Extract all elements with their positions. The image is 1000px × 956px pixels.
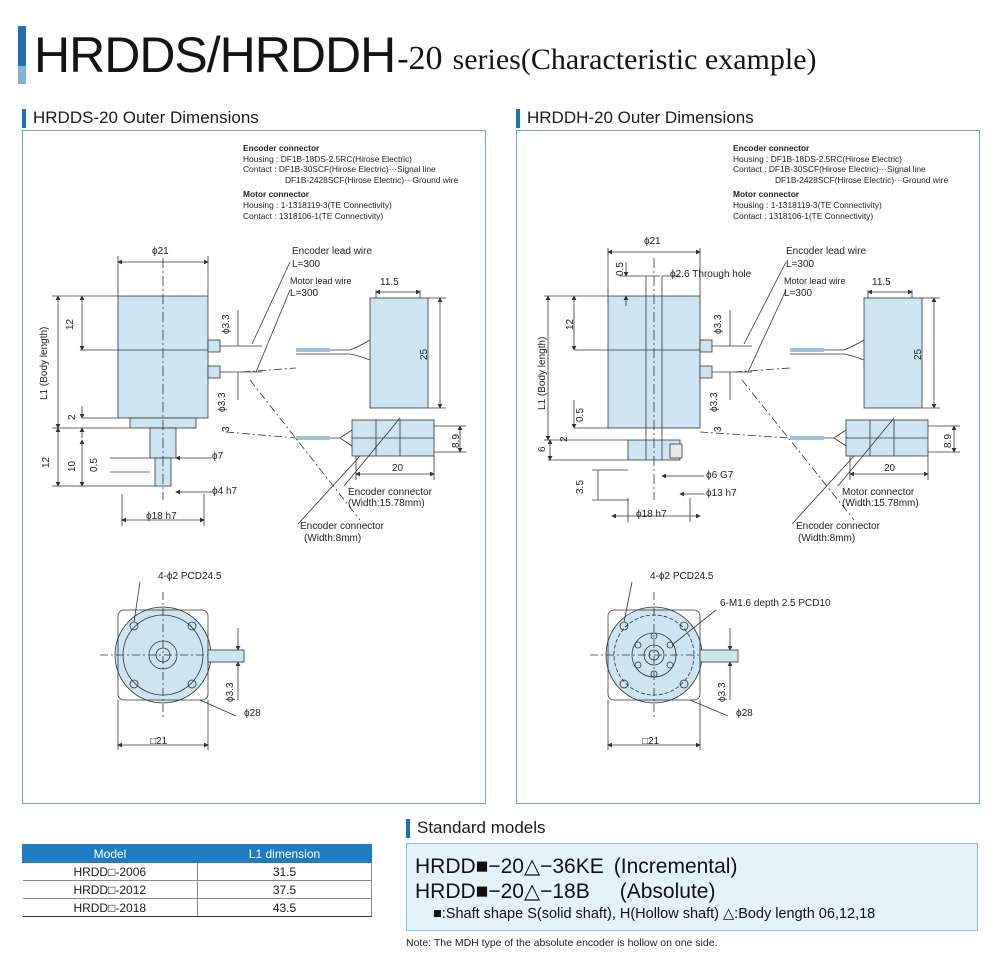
spec-line: Contact : DF1B-30SCF(Hirose Electric)···Signal line bbox=[243, 164, 436, 175]
model-type: (Absolute) bbox=[619, 880, 716, 903]
dim-8-9: 8.9 bbox=[943, 434, 954, 448]
model-code: HRDD■−20△−18B bbox=[415, 880, 590, 903]
label-lead-length: L=300 bbox=[784, 288, 813, 299]
section-marker bbox=[406, 819, 410, 838]
spec-line: Contact : DF1B-30SCF(Hirose Electric)···Signal line bbox=[733, 164, 926, 175]
dim-phi28: ϕ28 bbox=[244, 708, 261, 719]
spec-line: Housing : DF1B-18DS-2.5RC(Hirose Electric) bbox=[733, 153, 902, 164]
dim-phi18-h7: ϕ18 h7 bbox=[146, 511, 177, 522]
right-connector-view bbox=[700, 290, 960, 524]
dim-phi3-3: ϕ3.3 bbox=[713, 314, 724, 334]
left-front-view bbox=[100, 582, 244, 750]
dim-12: 12 bbox=[565, 318, 576, 330]
dim-10: 10 bbox=[67, 460, 78, 472]
spec-line: Housing : 1-1318119-3(TE Connectivity) bbox=[243, 199, 392, 210]
table-row bbox=[23, 863, 372, 881]
label-encoder-lead-wire: Encoder lead wire bbox=[786, 246, 867, 257]
table-row bbox=[23, 881, 372, 899]
dim-11-5: 11.5 bbox=[380, 277, 399, 288]
label-encoder-connector: Encoder connector bbox=[348, 487, 432, 498]
standard-models-title bbox=[406, 818, 546, 838]
dim-25: 25 bbox=[913, 348, 924, 360]
dim-pcd: 4-ϕ2 PCD24.5 bbox=[158, 571, 222, 582]
dim-phi13-h7: ϕ13 h7 bbox=[706, 488, 737, 499]
dim-phi3-3: ϕ3.3 bbox=[717, 682, 728, 702]
title-series: series(Characteristic example) bbox=[452, 43, 817, 76]
model-code: HRDD■−20△−36KE bbox=[415, 855, 604, 878]
label-lead-length: L=300 bbox=[786, 259, 815, 270]
footnote: Note: The MDH type of the absolute encoder is hollow on one side. bbox=[406, 937, 718, 949]
model-type: (Incremental) bbox=[613, 855, 738, 878]
dim-phi21: ϕ21 bbox=[644, 236, 661, 247]
dim-11-5: 11.5 bbox=[872, 277, 891, 288]
dim-0-5: 0.5 bbox=[615, 262, 626, 276]
model-code-absolute bbox=[415, 879, 715, 904]
dim-25: 25 bbox=[419, 348, 430, 360]
spec-line: DF1B-2428SCF(Hirose Electric)···Ground wire bbox=[775, 174, 949, 185]
spec-heading: Encoder connector bbox=[243, 143, 320, 153]
cell-l1: 37.5 bbox=[198, 881, 372, 899]
spec-line: Contact : 1318106-1(TE Connectivity) bbox=[733, 210, 874, 221]
label-body-length: L1 (Body length) bbox=[537, 336, 548, 410]
dim-3: 3 bbox=[713, 426, 724, 432]
dim-3: 3 bbox=[221, 426, 232, 432]
cell-model: HRDD□-2012 bbox=[23, 881, 198, 899]
cell-model: HRDD□-2006 bbox=[23, 863, 198, 881]
standard-models-title-text: Standard models bbox=[417, 818, 546, 837]
cell-model: HRDD□-2018 bbox=[23, 899, 198, 917]
left-section-title-text: HRDDS-20 Outer Dimensions bbox=[33, 108, 259, 127]
dim-3-5: 3.5 bbox=[575, 480, 586, 494]
cell-l1: 31.5 bbox=[198, 863, 372, 881]
label-connector-width: (Width:15.78mm) bbox=[348, 498, 425, 509]
label-motor-lead-wire: Motor lead wire bbox=[290, 276, 352, 286]
dim-2: 2 bbox=[67, 414, 78, 420]
dim-phi4-h7: ϕ4 h7 bbox=[212, 486, 238, 497]
dim-6: 6 bbox=[537, 446, 548, 452]
dim-phi21: ϕ21 bbox=[152, 246, 169, 257]
label-lead-length: L=300 bbox=[290, 288, 319, 299]
dim-pcd: 4-ϕ2 PCD24.5 bbox=[650, 571, 714, 582]
dim-12-shaft: 12 bbox=[41, 456, 52, 468]
title-suffix: -20 bbox=[397, 40, 443, 77]
spec-line: Housing : DF1B-18DS-2.5RC(Hirose Electric) bbox=[243, 153, 412, 164]
label-through-hole: ϕ2.6 Through hole bbox=[670, 269, 752, 280]
dim-square-21: □21 bbox=[642, 736, 660, 747]
dim-0-5: 0.5 bbox=[89, 458, 100, 472]
label-body-length: L1 (Body length) bbox=[39, 326, 50, 400]
spec-heading: Encoder connector bbox=[733, 143, 810, 153]
dim-tapped-holes: 6-M1.6 depth 2.5 PCD10 bbox=[720, 598, 831, 609]
dim-phi3-3: ϕ3.3 bbox=[709, 392, 720, 412]
dim-20: 20 bbox=[392, 463, 404, 474]
label-encoder-connector: Encoder connector bbox=[300, 521, 384, 532]
model-legend: ■:Shaft shape S(solid shaft), H(Hollow shaft) △:Body length 06,12,18 bbox=[433, 906, 876, 922]
dim-phi28: ϕ28 bbox=[736, 708, 753, 719]
label-motor-connector: Motor connector bbox=[842, 487, 915, 498]
dim-0-5: 0.5 bbox=[575, 408, 586, 422]
column-header: Model bbox=[23, 845, 198, 863]
table-header-row bbox=[23, 845, 372, 863]
dim-8-9: 8.9 bbox=[451, 434, 462, 448]
table-row bbox=[23, 899, 372, 917]
model-code-incremental bbox=[415, 854, 737, 879]
dim-phi6-g7: ϕ6 G7 bbox=[706, 470, 734, 481]
spec-heading: Motor connector bbox=[733, 189, 800, 200]
label-connector-width: (Width:15.78mm) bbox=[842, 498, 919, 509]
spec-heading: Motor connector bbox=[243, 189, 310, 200]
right-front-view bbox=[590, 582, 738, 750]
cell-l1: 43.5 bbox=[198, 899, 372, 917]
label-connector-width: (Width:8mm) bbox=[798, 533, 856, 544]
spec-line: Housing : 1-1318119-3(TE Connectivity) bbox=[733, 199, 882, 210]
left-side-view bbox=[52, 256, 290, 526]
spec-line: Contact : 1318106-1(TE Connectivity) bbox=[243, 210, 384, 221]
dim-2: 2 bbox=[559, 436, 570, 442]
dim-phi3-3: ϕ3.3 bbox=[221, 314, 232, 334]
models-table bbox=[22, 844, 372, 917]
dim-phi18-h7: ϕ18 h7 bbox=[636, 509, 667, 520]
spec-line: DF1B-2428SCF(Hirose Electric)···Ground wire bbox=[285, 174, 459, 185]
label-lead-length: L=300 bbox=[292, 259, 321, 270]
right-section-title-text: HRDDH-20 Outer Dimensions bbox=[527, 108, 754, 127]
label-encoder-connector: Encoder connector bbox=[796, 521, 880, 532]
dim-phi7: ϕ7 bbox=[212, 451, 224, 462]
dim-12: 12 bbox=[65, 318, 76, 330]
standard-models-box bbox=[406, 843, 978, 931]
dim-square-21: □21 bbox=[150, 736, 168, 747]
label-connector-width: (Width:8mm) bbox=[304, 533, 362, 544]
label-encoder-lead-wire: Encoder lead wire bbox=[292, 246, 373, 257]
column-header: L1 dimension bbox=[198, 845, 372, 863]
dim-phi3-3: ϕ3.3 bbox=[225, 682, 236, 702]
dim-phi3-3: ϕ3.3 bbox=[217, 392, 228, 412]
label-motor-lead-wire: Motor lead wire bbox=[784, 276, 846, 286]
title-model: HRDDS/HRDDH bbox=[34, 27, 396, 83]
dim-20: 20 bbox=[884, 463, 896, 474]
